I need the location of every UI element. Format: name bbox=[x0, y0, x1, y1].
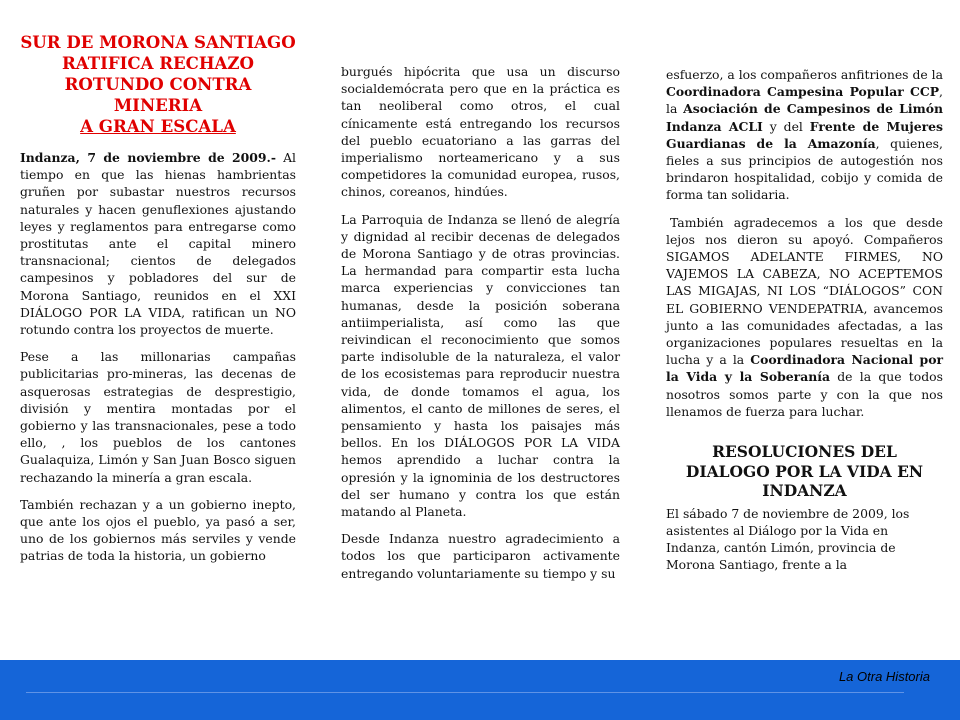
footer-label: La Otra Historia bbox=[838, 669, 930, 684]
column-3 bbox=[666, 66, 943, 583]
column-2 bbox=[341, 63, 620, 592]
article-title-line-4: A GRAN ESCALA bbox=[80, 116, 236, 136]
footer-divider bbox=[26, 692, 904, 693]
paragraph-6: También agradecemos a los que desde lejos nos dieron su apoyó. Compañeros SIGAMOS ADELANTE FIRMES, NO VAJEMOS LA CABEZA, NO ACEPTEMOS LAS MIGAJAS, NI LOS “DIÁLOGOS” CON EL GOBIERNO VENDEPATRIA, avancemos junto a las comunidades afectadas, a las organizaciones populares resueltas en la lucha y a la Coordinadora Nacional por la Vida y la Soberanía de la que todos nosotros somos parte y con la que nos llenamos de fuerza para luchar. bbox=[666, 214, 943, 419]
resolutions-title-line-1: RESOLUCIONES DEL bbox=[712, 442, 897, 462]
column-1 bbox=[20, 32, 296, 575]
resolutions-body: El sábado 7 de noviembre de 2009, los asistentes al Diálogo por la Vida en Indanza, cantón Limón, provincia de Morona Santiago, frente a la bbox=[666, 505, 910, 573]
article-title-line-3: ROTUNDO CONTRA MINERIA bbox=[64, 74, 252, 115]
footer-bar bbox=[0, 660, 960, 720]
resolutions-title-line-2: DIALOGO POR LA VIDA EN bbox=[685, 461, 924, 481]
paragraph-5-start: Desde Indanza nuestro agradecimiento a todos los que participaron activamente entregando voluntariamente su tiempo y su bbox=[341, 531, 620, 581]
paragraph-1-text: Al tiempo en que las hienas hambrientas gruñen por subastar nuestros recursos naturales y hacen genuflexiones ajustando leyes y reglamentos para entregarse como prostitutas ante el capital minero transnacional; cientos de delegados campesinos y pobladores del sur de Morona Santiago, reunidos en el XXI DIÁLOGO POR LA VIDA, ratifican un NO rotundo contra los proyectos de muerte. bbox=[20, 150, 296, 338]
paragraph-5-continued: esfuerzo, a los compañeros anfitriones de la Coordinadora Campesina Popular CCP, la Asociación de Campesinos de Limón Indanza ACLI y del Frente de Mujeres Guardianas de la Amazonía, quienes, fieles a sus principios de autogestión nos brindaron hospitalidad, cobijo y comida de forma tan solidaria. bbox=[666, 67, 944, 203]
paragraph-4: La Parroquia de Indanza se llenó de alegría y dignidad al recibir decenas de delegados de Morona Santiago y de otras provincias. La hermandad para compartir esta lucha marca experiencias y convicciones tan humanas, desde la posición soberana antiimperialista, así como las que reivindican el reconocimiento que somos parte indisoluble de la naturaleza, el valor de los ecosistemas para reproducir nuestra vida, de donde tomamos el agua, los alimentos, el canto de millones de seres, el pensamiento y hasta los paisajes más bellos. En los DIÁLOGOS POR LA VIDA hemos aprendido a luchar contra la opresión y la ignominia de los destructores del ser humano y contra los que están matando al Planeta. bbox=[341, 211, 620, 520]
resolutions-title-line-3: INDANZA bbox=[762, 481, 847, 501]
resolutions-title bbox=[666, 442, 943, 501]
org-coordinadora-nacional: Coordinadora Nacional por la Vida y la Soberanía bbox=[666, 352, 943, 385]
org-acli: Asociación de Campesinos de Limón Indanza ACLI bbox=[666, 101, 943, 134]
article-title-line-2: RATIFICA RECHAZO bbox=[61, 53, 255, 73]
paragraph-intro bbox=[20, 149, 296, 338]
org-frente-mujeres: Frente de Mujeres Guardianas de la Amazonía bbox=[666, 118, 943, 151]
paragraph-2: Pese a las millonarias campañas publicitarias pro-mineras, las decenas de asquerosas estrategias de desprestigio, división y mentira montadas por el gobierno y las transnacionales, pese a todo ello, , los pueblos de los cantones Gualaquiza, Limón y San Juan Bosco siguen rechazando la minería a gran escala. bbox=[20, 349, 296, 485]
dateline: Indanza, 7 de noviembre de 2009.- bbox=[20, 150, 276, 165]
paragraph-3-continued: burgués hipócrita que usa un discurso socialdemócrata pero que en la práctica es tan neoliberal como otros, el cual cínicamente está entregando los recursos del pueblo ecuatoriano a las garras del imperialismo norteamericano y a sus competidores la comunidad europea, rusos, chinos, coreanos, hindúes. bbox=[341, 64, 620, 200]
article-title bbox=[20, 32, 296, 137]
org-ccp: Coordinadora Campesina Popular CCP bbox=[666, 84, 940, 100]
article-title-line-1: SUR DE MORONA SANTIAGO bbox=[20, 32, 296, 52]
paragraph-3-start: También rechazan y a un gobierno inepto, que ante los ojos el pueblo, ya pasó a ser, uno de los gobiernos más serviles y vende patrias de toda la historia, un gobierno bbox=[20, 496, 296, 564]
